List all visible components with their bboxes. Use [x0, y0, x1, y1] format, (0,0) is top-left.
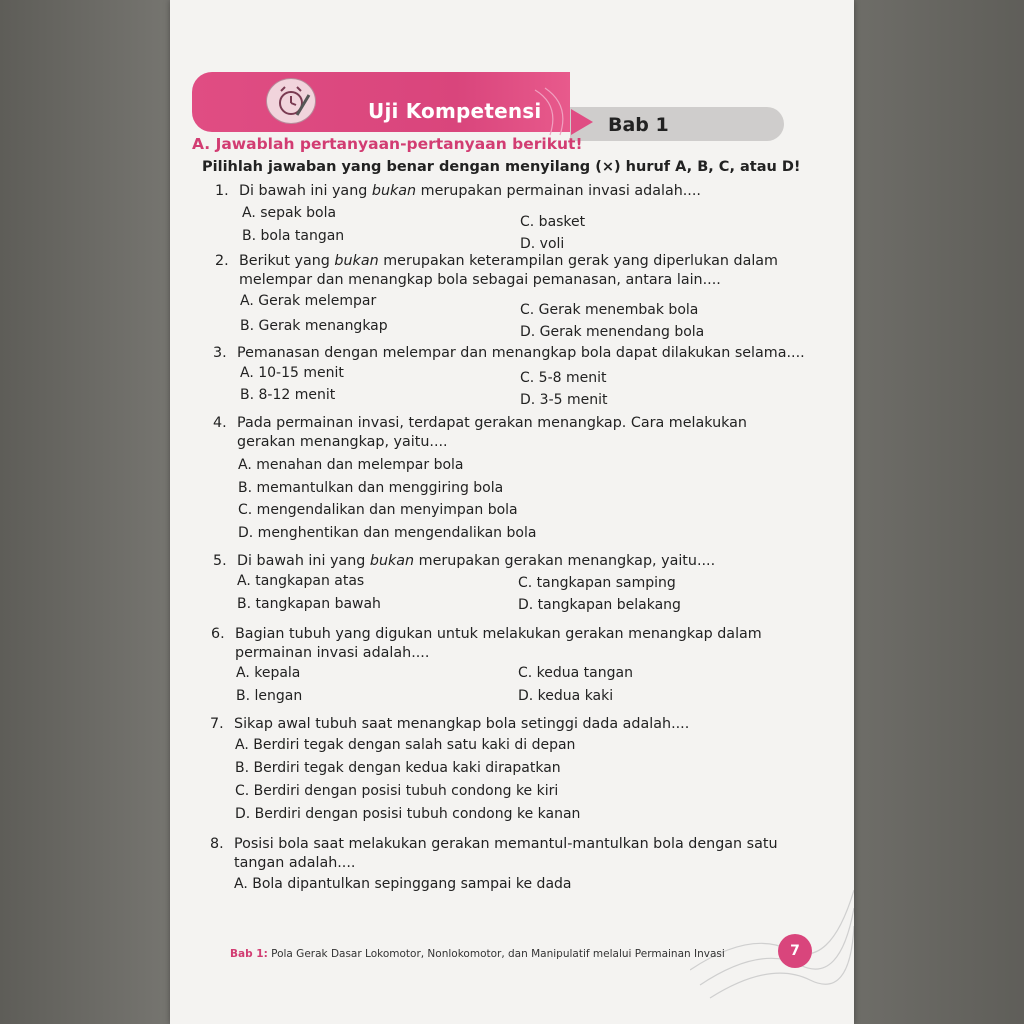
- question-text-line: permainan invasi adalah....: [235, 645, 430, 661]
- option-b: B. tangkapan bawah: [237, 596, 381, 612]
- question-number: 3.: [213, 345, 227, 361]
- page-title: Uji Kompetensi: [368, 99, 542, 123]
- question-text-line: gerakan menangkap, yaitu....: [237, 434, 448, 450]
- question-6: [211, 625, 762, 663]
- option-d: D. Berdiri dengan posisi tubuh condong ke kanan: [235, 806, 581, 822]
- footer-chapter: Bab 1:: [230, 948, 268, 960]
- book-page: [170, 0, 854, 1024]
- question-text: Di bawah ini yang bukan merupakan gerakan menangkap, yaitu....: [237, 553, 716, 569]
- alarm-clock-icon: [266, 78, 316, 124]
- option-a: A. tangkapan atas: [237, 573, 365, 589]
- option-c: C. Gerak menembak bola: [520, 302, 699, 318]
- chapter-tab: [570, 107, 784, 141]
- option-a: A. 10-15 menit: [240, 365, 344, 381]
- question-3: [213, 344, 805, 363]
- question-4: [213, 414, 747, 452]
- footer-text: Pola Gerak Dasar Lokomotor, Nonlokomotor, dan Manipulatif melalui Permainan Invasi: [271, 948, 725, 960]
- option-b: B. Berdiri tegak dengan kedua kaki dirapatkan: [235, 760, 561, 776]
- option-d: D. menghentikan dan mengendalikan bola: [238, 525, 537, 541]
- option-b: B. Gerak menangkap: [240, 318, 388, 334]
- section-heading: A. Jawablah pertanyaan-pertanyaan berikut!: [192, 135, 583, 153]
- question-text: Sikap awal tubuh saat menangkap bola setinggi dada adalah....: [234, 716, 690, 732]
- option-a: A. sepak bola: [242, 205, 337, 221]
- question-text-line: Pada permainan invasi, terdapat gerakan menangkap. Cara melakukan: [237, 415, 747, 431]
- question-number: 5.: [213, 553, 227, 569]
- question-text-line: Bagian tubuh yang digukan untuk melakukan gerakan menangkap dalam: [235, 626, 762, 642]
- option-b: B. memantulkan dan menggiring bola: [238, 480, 504, 496]
- question-text: Pemanasan dengan melempar dan menangkap bola dapat dilakukan selama....: [237, 345, 805, 361]
- question-2: [215, 252, 778, 290]
- arrow-right-icon: [571, 109, 593, 135]
- question-text-line: melempar dan menangkap bola sebagai pemanasan, antara lain....: [239, 272, 721, 288]
- background-left: [0, 0, 170, 1024]
- question-5: [213, 552, 715, 571]
- question-number: 2.: [215, 253, 229, 269]
- option-d: D. Gerak menendang bola: [520, 324, 705, 340]
- option-c: C. basket: [520, 214, 586, 230]
- option-a: A. kepala: [236, 665, 301, 681]
- question-number: 4.: [213, 415, 227, 431]
- option-c: C. Berdiri dengan posisi tubuh condong ke kiri: [235, 783, 559, 799]
- question-text-line: Posisi bola saat melakukan gerakan memantul-mantulkan bola dengan satu: [234, 836, 778, 852]
- option-b: B. 8-12 menit: [240, 387, 336, 403]
- question-text: Di bawah ini yang bukan merupakan permainan invasi adalah....: [239, 183, 701, 199]
- option-b: B. bola tangan: [242, 228, 345, 244]
- question-number: 7.: [210, 716, 224, 732]
- question-text-line: tangan adalah....: [234, 855, 356, 871]
- question-1: [215, 182, 701, 201]
- option-b: B. lengan: [236, 688, 303, 704]
- decorative-waves: [690, 870, 854, 1000]
- option-a: A. Bola dipantulkan sepinggang sampai ke dada: [234, 876, 572, 892]
- question-number: 8.: [210, 836, 224, 852]
- chapter-label: Bab 1: [608, 114, 669, 136]
- option-c: C. mengendalikan dan menyimpan bola: [238, 502, 518, 518]
- background-right: [854, 0, 1024, 1024]
- option-d: D. 3-5 menit: [520, 392, 608, 408]
- option-a: A. Berdiri tegak dengan salah satu kaki di depan: [235, 737, 576, 753]
- option-c: C. 5-8 menit: [520, 370, 607, 386]
- option-c: C. tangkapan samping: [518, 575, 676, 591]
- option-a: A. menahan dan melempar bola: [238, 457, 464, 473]
- option-d: D. kedua kaki: [518, 688, 614, 704]
- option-d: D. tangkapan belakang: [518, 597, 681, 613]
- instruction-text: Pilihlah jawaban yang benar dengan menyilang (×) huruf A, B, C, atau D!: [202, 159, 801, 175]
- question-7: [210, 715, 689, 734]
- option-c: C. kedua tangan: [518, 665, 633, 681]
- question-number: 1.: [215, 183, 229, 199]
- question-text-line: Berikut yang bukan merupakan keterampilan gerak yang diperlukan dalam: [239, 253, 778, 269]
- option-a: A. Gerak melempar: [240, 293, 377, 309]
- page-number: 7: [778, 934, 812, 968]
- page-footer: [230, 948, 725, 960]
- question-number: 6.: [211, 626, 225, 642]
- question-8: [210, 835, 778, 873]
- option-d: D. voli: [520, 236, 565, 252]
